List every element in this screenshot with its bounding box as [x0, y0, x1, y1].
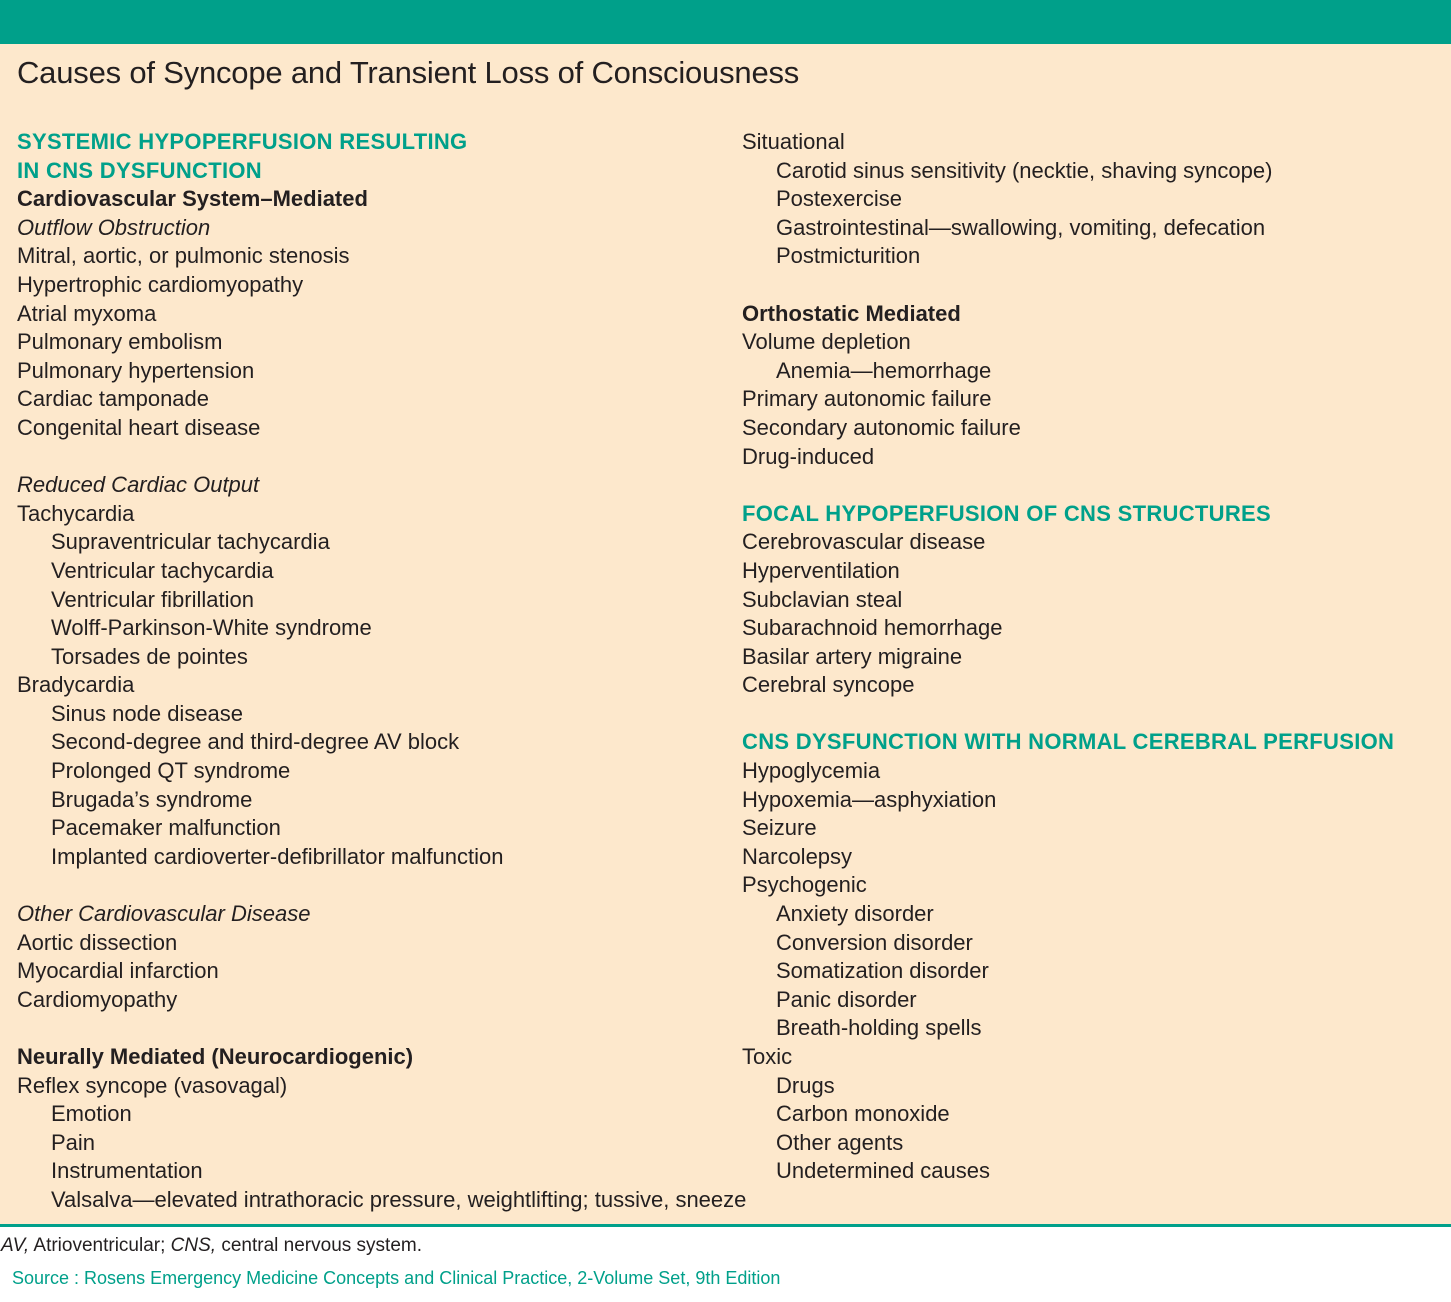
list-item: Subarachnoid hemorrhage — [742, 615, 1003, 641]
sub-list-item: Implanted cardioverter-defibrillator malfunction — [51, 843, 504, 869]
category-heading: Reduced Cardiac Output — [17, 472, 260, 498]
sub-list-item: Brugada’s syndrome — [51, 786, 253, 812]
sub-list-item: Pacemaker malfunction — [51, 815, 281, 841]
category-heading: Other Cardiovascular Disease — [17, 901, 311, 927]
spacer — [742, 271, 1442, 300]
list-item: Primary autonomic failure — [742, 386, 992, 412]
source-citation: Source : Rosens Emergency Medicine Concepts and Clinical Practice, 2-Volume Set, 9th Edition — [12, 1268, 781, 1288]
sub-list-item: Panic disorder — [776, 986, 917, 1012]
list-item: Cardiomyopathy — [17, 986, 178, 1012]
section-heading: SYSTEMIC HYPOPERFUSION RESULTING — [17, 129, 468, 154]
spacer — [742, 471, 1442, 500]
sub-list-item: Second-degree and third-degree AV block — [51, 729, 460, 755]
list-item: Pulmonary hypertension — [17, 357, 255, 383]
list-item: Hypoxemia—asphyxiation — [742, 786, 997, 812]
sub-list-item: Postexercise — [776, 186, 902, 212]
sub-list-item: Gastrointestinal—swallowing, vomiting, defecation — [776, 214, 1266, 240]
sub-list-item: Anemia—hemorrhage — [776, 357, 992, 383]
sub-list-item: Ventricular fibrillation — [51, 586, 254, 612]
sub-list-item: Drugs — [776, 1072, 835, 1098]
footnote — [1, 1234, 422, 1258]
sub-list-item: Instrumentation — [51, 1158, 203, 1184]
category-heading: Outflow Obstruction — [17, 214, 211, 240]
bottom-rule — [0, 1224, 1451, 1227]
sub-list-item: Sinus node disease — [51, 700, 244, 726]
list-item: Aortic dissection — [17, 929, 178, 955]
sub-list-item: Supraventricular tachycardia — [51, 529, 330, 555]
sub-list-item: Other agents — [776, 1129, 904, 1155]
list-item: Reflex syncope (vasovagal) — [17, 1072, 288, 1098]
list-item: Cardiac tamponade — [17, 386, 210, 412]
sub-list-item: Undetermined causes — [776, 1158, 991, 1184]
sub-list-item: Torsades de pointes — [51, 643, 248, 669]
list-item: Subclavian steal — [742, 586, 903, 612]
sub-list-item: Somatization disorder — [776, 958, 989, 984]
right-column — [742, 128, 1442, 1186]
sub-list-item: Carotid sinus sensitivity (necktie, shaving syncope) — [776, 157, 1273, 183]
list-item: Secondary autonomic failure — [742, 414, 1021, 440]
list-item: Volume depletion — [742, 329, 911, 355]
list-item: Narcolepsy — [742, 843, 853, 869]
sub-list-item: Emotion — [51, 1101, 132, 1127]
subsection-heading: Cardiovascular System–Mediated — [17, 186, 368, 212]
list-item: Tachycardia — [17, 500, 135, 526]
footnote-def-cns: central nervous system. — [216, 1235, 422, 1256]
header-bar — [0, 0, 1451, 44]
footnote-abbr-av: AV, — [1, 1235, 30, 1256]
list-item: Congenital heart disease — [17, 414, 261, 440]
sub-list-item: Wolff-Parkinson-White syndrome — [51, 615, 372, 641]
table-title: Causes of Syncope and Transient Loss of Consciousness — [17, 55, 800, 90]
section-heading: IN CNS DYSFUNCTION — [17, 157, 262, 183]
sub-list-item: Conversion disorder — [776, 929, 973, 955]
list-item: Situational — [742, 129, 845, 154]
list-item: Hypertrophic cardiomyopathy — [17, 271, 304, 297]
spacer — [17, 1014, 727, 1043]
list-item: Drug-induced — [742, 443, 875, 469]
sub-list-item: Anxiety disorder — [776, 901, 934, 927]
footnote-abbr-cns: CNS, — [170, 1235, 217, 1256]
section-heading: FOCAL HYPOPERFUSION OF CNS STRUCTURES — [742, 500, 1271, 526]
list-item: Basilar artery migraine — [742, 643, 963, 669]
sub-list-item: Ventricular tachycardia — [51, 557, 274, 583]
list-item: Pulmonary embolism — [17, 329, 223, 355]
list-item: Mitral, aortic, or pulmonic stenosis — [17, 243, 350, 269]
sub-list-item: Breath-holding spells — [776, 1015, 982, 1041]
spacer — [742, 700, 1442, 729]
spacer — [17, 443, 727, 472]
footnote-def-av: Atrioventricular; — [29, 1235, 171, 1256]
list-item: Cerebrovascular disease — [742, 529, 986, 555]
list-item: Hyperventilation — [742, 557, 900, 583]
sub-list-item: Carbon monoxide — [776, 1101, 950, 1127]
list-item: Seizure — [742, 815, 817, 841]
sub-list-item: Postmicturition — [776, 243, 921, 269]
list-item: Toxic — [742, 1044, 793, 1069]
sub-list-item: Prolonged QT syndrome — [51, 758, 291, 784]
list-item: Psychogenic — [742, 872, 867, 898]
spacer — [17, 871, 727, 900]
subsection-heading: Orthostatic Mediated — [742, 300, 961, 326]
list-item: Bradycardia — [17, 672, 135, 698]
sub-list-item: Pain — [51, 1129, 96, 1155]
list-item: Cerebral syncope — [742, 672, 915, 698]
subsection-heading: Neurally Mediated (Neurocardiogenic) — [17, 1044, 414, 1069]
section-heading: CNS DYSFUNCTION WITH NORMAL CEREBRAL PERFUSION — [742, 729, 1395, 755]
list-item: Myocardial infarction — [17, 958, 219, 984]
list-item: Hypoglycemia — [742, 758, 881, 784]
sub-list-item: Valsalva—elevated intrathoracic pressure, weightlifting; tussive, sneeze — [51, 1186, 747, 1212]
list-item: Atrial myxoma — [17, 300, 157, 326]
left-column — [17, 128, 747, 1215]
